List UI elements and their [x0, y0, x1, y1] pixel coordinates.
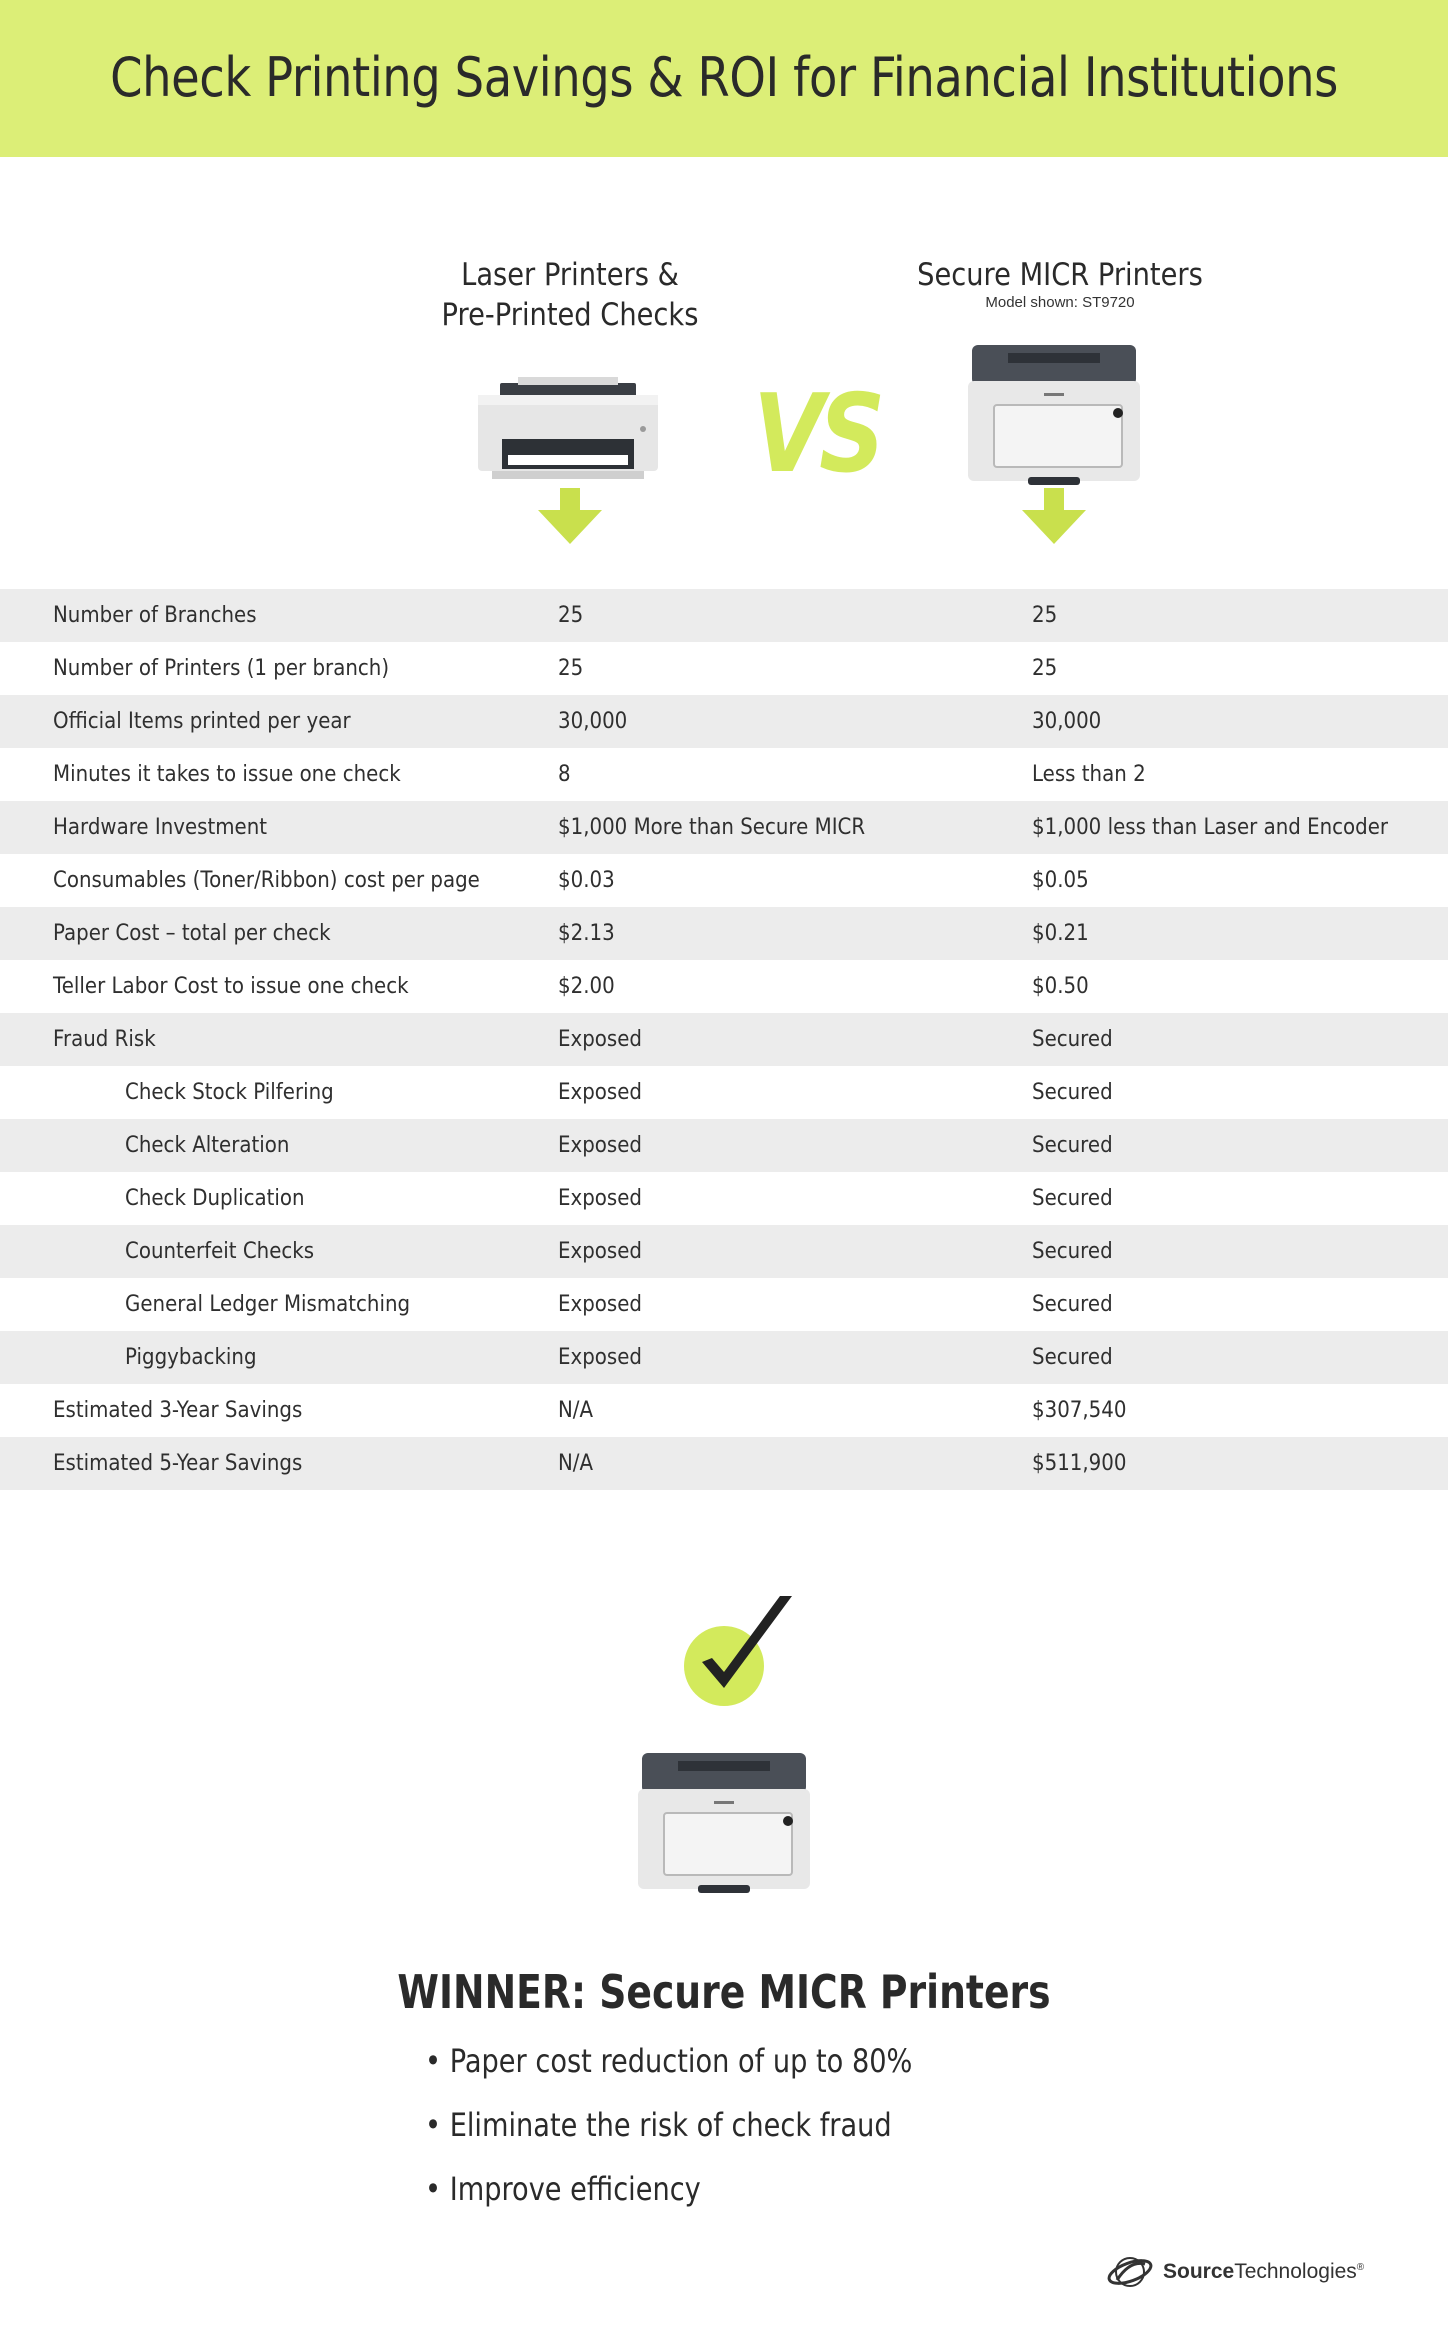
vs-label: VS [753, 372, 881, 497]
micr-value: 25 [1032, 656, 1058, 681]
header-banner [0, 0, 1448, 157]
row-label: Check Stock Pilfering [125, 1080, 334, 1105]
winner-bullet: • Eliminate the risk of check fraud [425, 2106, 912, 2170]
table-row [0, 695, 1448, 748]
micr-value: Less than 2 [1032, 762, 1146, 787]
table-row [0, 1013, 1448, 1066]
row-label: Minutes it takes to issue one check [53, 762, 401, 787]
logo-text: SourceTechnologies® [1163, 2260, 1365, 2283]
table-row [0, 642, 1448, 695]
micr-value: $307,540 [1032, 1398, 1127, 1423]
laser-value: Exposed [558, 1133, 642, 1158]
row-label: Number of Branches [53, 603, 257, 628]
comparison-table [0, 589, 1448, 1490]
laser-column-title [420, 255, 719, 335]
micr-value: 30,000 [1032, 709, 1102, 734]
table-row [0, 1119, 1448, 1172]
row-label: General Ledger Mismatching [125, 1292, 411, 1317]
table-row [0, 907, 1448, 960]
micr-arrow-down-icon [1022, 488, 1086, 544]
winner-title: WINNER: Secure MICR Printers [397, 1965, 1051, 2019]
table-row [0, 589, 1448, 642]
logo-swirl-icon [1105, 2250, 1155, 2294]
row-label: Consumables (Toner/Ribbon) cost per page [53, 868, 480, 893]
winner-printer-icon [638, 1753, 810, 1898]
table-row [0, 801, 1448, 854]
micr-value: Secured [1032, 1133, 1113, 1158]
micr-value: Secured [1032, 1027, 1113, 1052]
laser-value: Exposed [558, 1239, 642, 1264]
row-label: Official Items printed per year [53, 709, 351, 734]
micr-value: Secured [1032, 1239, 1113, 1264]
row-label: Number of Printers (1 per branch) [53, 656, 390, 681]
micr-printer-icon [968, 345, 1140, 490]
table-row [0, 1437, 1448, 1490]
micr-value: Secured [1032, 1345, 1113, 1370]
row-label: Fraud Risk [53, 1027, 156, 1052]
row-label: Check Duplication [125, 1186, 305, 1211]
laser-printer-icon [478, 375, 658, 490]
laser-value: 25 [558, 656, 584, 681]
laser-value: Exposed [558, 1345, 642, 1370]
laser-value: $2.13 [558, 921, 615, 946]
table-row [0, 960, 1448, 1013]
table-row [0, 1384, 1448, 1437]
row-label: Hardware Investment [53, 815, 268, 840]
winner-bullet: • Paper cost reduction of up to 80% [425, 2042, 912, 2106]
micr-value: $0.21 [1032, 921, 1089, 946]
laser-value: $2.00 [558, 974, 615, 999]
table-row [0, 1172, 1448, 1225]
row-label: Estimated 5-Year Savings [53, 1451, 303, 1476]
checkmark-icon [680, 1590, 800, 1710]
laser-value: 25 [558, 603, 584, 628]
row-label: Paper Cost – total per check [53, 921, 331, 946]
row-label: Piggybacking [125, 1345, 257, 1370]
laser-value: $1,000 More than Secure MICR [558, 815, 866, 840]
micr-value: Secured [1032, 1186, 1113, 1211]
laser-value: 30,000 [558, 709, 628, 734]
table-row [0, 1278, 1448, 1331]
laser-value: $0.03 [558, 868, 615, 893]
row-label: Counterfeit Checks [125, 1239, 315, 1264]
winner-bullets [425, 2042, 998, 2234]
micr-column-title: Secure MICR Printers [917, 257, 1203, 293]
row-label: Teller Labor Cost to issue one check [53, 974, 409, 999]
micr-value: 25 [1032, 603, 1058, 628]
micr-value: Secured [1032, 1292, 1113, 1317]
row-label: Check Alteration [125, 1133, 290, 1158]
laser-value: 8 [558, 762, 571, 787]
micr-value: $0.50 [1032, 974, 1089, 999]
micr-value: $511,900 [1032, 1451, 1127, 1476]
page-title: Check Printing Savings & ROI for Financial Institutions [110, 46, 1338, 109]
winner-bullet: • Improve efficiency [425, 2170, 912, 2234]
micr-value: Secured [1032, 1080, 1113, 1105]
laser-value: N/A [558, 1398, 594, 1423]
laser-arrow-down-icon [538, 488, 602, 544]
laser-value: Exposed [558, 1080, 642, 1105]
laser-value: Exposed [558, 1292, 642, 1317]
table-row [0, 748, 1448, 801]
table-row [0, 854, 1448, 907]
laser-value: Exposed [558, 1027, 642, 1052]
laser-title-line1: Laser Printers & [461, 257, 679, 293]
laser-title-line2: Pre-Printed Checks [441, 297, 699, 333]
model-note: Model shown: ST9720 [985, 294, 1135, 311]
row-label: Estimated 3-Year Savings [53, 1398, 303, 1423]
micr-value: $1,000 less than Laser and Encoder [1032, 815, 1389, 840]
laser-value: N/A [558, 1451, 594, 1476]
micr-value: $0.05 [1032, 868, 1089, 893]
table-row [0, 1225, 1448, 1278]
table-row [0, 1331, 1448, 1384]
laser-value: Exposed [558, 1186, 642, 1211]
table-row [0, 1066, 1448, 1119]
source-technologies-logo [1105, 2250, 1364, 2294]
